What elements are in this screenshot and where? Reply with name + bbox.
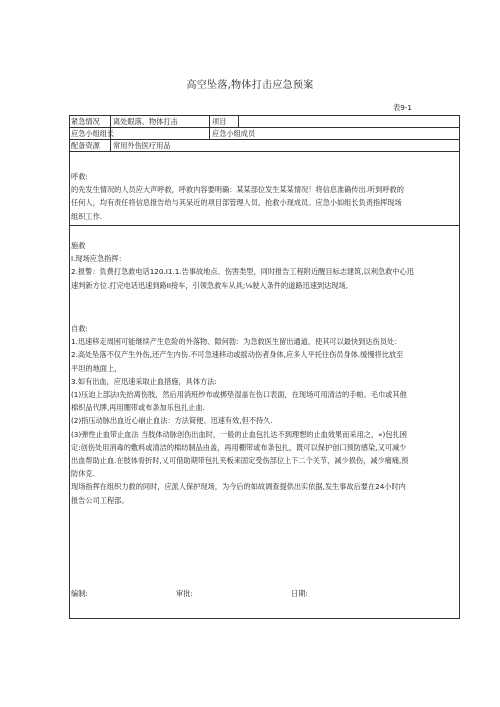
self-rescue-text-line: (2)指压动脉出血近心崩止血法：方法简便、迅速有效,但不持久. <box>71 416 273 426</box>
rescue-text-line: 速判新方位.打完电话迅速到路II接车，引领急救车从具;⅛驶入条件的道路迅速到达现场, <box>71 280 348 290</box>
self-rescue-text-line: 防休克. <box>71 469 95 479</box>
self-rescue-text-line: 1.迅速移走周困可能继续产生危险的外落物、隙何勃：为急救医生留出通道，使其可以最快到达伤员处： <box>71 337 402 347</box>
date-label: 日期: <box>291 589 308 598</box>
self-rescue-text-line: 定:创伤处用消毒的敷料或清洁的棉纺制品由盖，再用棚带或布条包扎，既可以保护创口预防感染,又可减少 <box>71 442 407 452</box>
reviewer-label: 审批: <box>176 589 193 598</box>
rescue-text-line: I.现场应急指挥： <box>71 254 126 264</box>
self-rescue-section <box>71 322 456 507</box>
self-rescue-heading: 自救: <box>71 324 88 333</box>
self-rescue-text-line: (3)弹性止血带止血法 当肢体动脉创伤出血时，一般的止血包扎达不到理想的止血效果而采用之，«)包扎困 <box>71 429 407 439</box>
self-rescue-text-line: (1)压迫上部法I先抬离伤肢，然后用消班纱布或梆垫湿盖在伤口表面，在现场可用清洁的手帕、毛巾或其他 <box>71 390 407 400</box>
row-divider <box>70 127 459 128</box>
row-divider <box>70 151 459 152</box>
call-text-line: 任何人，均有责任将信息报告给与其呆近的项目部管理人员、抢救小现成员。应急小如组长负责指挥现场 <box>71 198 402 208</box>
row-divider <box>70 225 459 226</box>
self-rescue-text-line: 报告公司工程部。 <box>71 495 129 505</box>
call-for-help-section <box>71 170 456 223</box>
self-rescue-text-line: 现场指挥在组织力救的同时，应派人保护现场，为今后的如故调查提供出实依据,发生事故后要在24小时内 <box>71 482 406 492</box>
emergency-plan-table <box>69 115 460 619</box>
rescue-heading: 施救 <box>71 241 86 250</box>
call-text-line: 的先发生情况的人员应大声呼救，呼救内容要明确：某某部位发生某某情况！将信息准确传出.听到呼救的 <box>71 185 404 195</box>
project-label: 项目 <box>212 117 227 126</box>
rescue-text-line: 2.报警：负费打急救电话120.I1.1.告事故地点、伤害类型，同时报告工程附近醒目标志建筑,以利急救中心迅 <box>71 267 414 277</box>
table-number: 表9-1 <box>393 103 412 112</box>
member-label: 应急小组成员 <box>212 129 256 138</box>
emergency-label: 紧急情况 <box>71 117 100 126</box>
resources-label: 配备资源 <box>71 141 100 150</box>
call-heading: 呼救: <box>71 172 88 181</box>
resources-value: 常用外伤医疗用品 <box>113 141 171 150</box>
rescue-section <box>71 239 456 292</box>
column-divider <box>209 116 210 140</box>
call-text-line: 组织工作. <box>71 211 103 221</box>
self-rescue-text-line: 2.高处坠落不仅产生外伤,还产生内伤.不可急速移动或摇动伤者身体,应多人平托住伤员身体.缓慢将比放至 <box>71 350 404 360</box>
leader-label: 应急小组组长 <box>71 129 115 138</box>
document-title: 高空坠落,物体打击应急预案 <box>186 80 314 91</box>
emergency-value: 离处眼落、物体打击 <box>113 117 178 126</box>
column-divider <box>238 116 239 128</box>
self-rescue-text-line: 平坦的地面上， <box>71 363 122 373</box>
self-rescue-text-line: 3.如有出血，应迅速采取止血措施，具体方法: <box>71 376 217 386</box>
self-rescue-text-line: 出血帮助止血.在肢体骨折时,乂可借助期带包扎夹板来固定受伤部位上下二个关节，减少损伤，减少痛痛,预 <box>71 456 409 466</box>
editor-label: 编制: <box>71 589 88 598</box>
self-rescue-text-line: 棉织品代牌,再用绷带或布条加乐包扎止血. <box>71 403 205 413</box>
